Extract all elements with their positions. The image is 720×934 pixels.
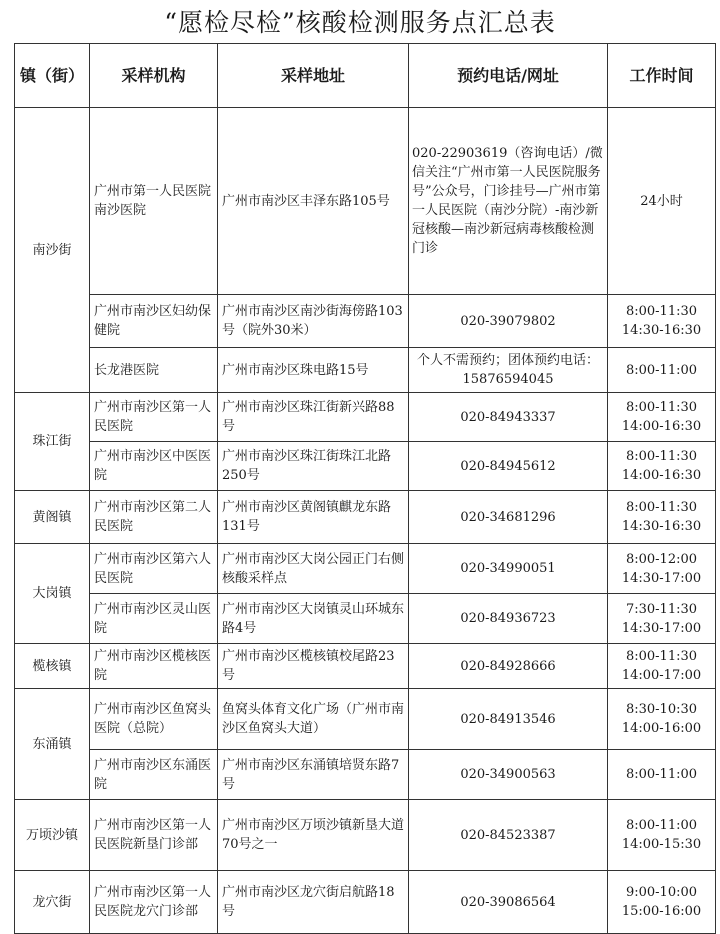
town-cell: 黄阁镇 [15, 491, 90, 544]
town-cell: 万顷沙镇 [15, 800, 90, 871]
table-body [15, 108, 716, 934]
institution-cell: 广州市南沙区第一人民医院新垦门诊部 [90, 800, 218, 871]
hours-cell [608, 750, 716, 800]
town-cell: 东涌镇 [15, 689, 90, 800]
institution-cell: 广州市南沙区第二人民医院 [90, 491, 218, 544]
hours-line: 8:30-10:30 [625, 702, 698, 717]
contact-cell: 020-84913546 [409, 689, 608, 750]
address-cell: 广州市南沙区大岗公园正门右侧核酸采样点 [218, 544, 409, 594]
document-title: “愿检尽检”核酸检测服务点汇总表 [164, 8, 556, 37]
institution-cell: 广州市南沙区第一人民医院龙穴门诊部 [90, 871, 218, 934]
hours-cell [608, 594, 716, 644]
hours-cell [608, 348, 716, 393]
table-row [15, 295, 716, 348]
hours-cell [608, 800, 716, 871]
address-cell: 广州市南沙区珠江街珠江北路250号 [218, 442, 409, 491]
institution-cell: 广州市南沙区鱼窝头医院（总院） [90, 689, 218, 750]
table-row [15, 108, 716, 295]
address-cell: 广州市南沙区榄核镇校尾路23号 [218, 644, 409, 689]
hours-line: 8:00-11:30 [625, 649, 698, 664]
header-address: 采样地址 [218, 44, 409, 108]
hours-cell [608, 491, 716, 544]
institution-cell: 广州市南沙区榄核医院 [90, 644, 218, 689]
table-header-row [15, 44, 716, 108]
institution-cell: 广州市第一人民医院南沙医院 [90, 108, 218, 295]
hours-line: 24小时 [640, 193, 683, 209]
town-cell: 南沙街 [15, 108, 90, 393]
hours-line: 15:00-16:00 [621, 904, 702, 919]
institution-cell: 长龙港医院 [90, 348, 218, 393]
hours-line: 8:00-11:30 [625, 400, 698, 415]
table-row [15, 750, 716, 800]
contact-cell: 020-39086564 [409, 871, 608, 934]
hours-cell [608, 393, 716, 442]
table-row [15, 393, 716, 442]
address-cell: 广州市南沙区万顷沙镇新垦大道70号之一 [218, 800, 409, 871]
hours-line: 14:00-16:30 [621, 419, 702, 434]
test-sites-table [14, 43, 716, 934]
table-row [15, 800, 716, 871]
header-town: 镇（街） [15, 44, 90, 108]
hours-line: 7:30-11:30 [625, 601, 698, 617]
address-cell: 广州市南沙区黄阁镇麒龙东路131号 [218, 491, 409, 544]
institution-cell: 广州市南沙区第六人民医院 [90, 544, 218, 594]
header-contact: 预约电话/网址 [409, 44, 608, 108]
contact-cell: 020-84928666 [409, 644, 608, 689]
town-cell: 大岗镇 [15, 544, 90, 644]
hours-line: 14:00-15:30 [621, 837, 702, 852]
hours-line: 14:00-16:00 [621, 721, 702, 736]
institution-cell: 广州市南沙区中医医院 [90, 442, 218, 491]
contact-cell: 020-84936723 [409, 594, 608, 644]
hours-line: 8:00-11:30 [625, 449, 698, 464]
contact-cell: 020-84943337 [409, 393, 608, 442]
hours-line: 14:30-17:00 [621, 570, 702, 586]
table-row [15, 644, 716, 689]
hours-line: 14:30-16:30 [621, 519, 702, 534]
hours-cell [608, 689, 716, 750]
table-row [15, 442, 716, 491]
hours-cell [608, 295, 716, 348]
address-cell: 广州市南沙区龙穴街启航路18号 [218, 871, 409, 934]
address-cell: 广州市南沙区大岗镇灵山环城东路4号 [218, 594, 409, 644]
hours-cell [608, 644, 716, 689]
table-row [15, 491, 716, 544]
hours-cell [608, 544, 716, 594]
town-cell: 榄核镇 [15, 644, 90, 689]
table-row [15, 348, 716, 393]
hours-line: 8:00-11:00 [625, 362, 698, 378]
institution-cell: 广州市南沙区灵山医院 [90, 594, 218, 644]
contact-cell: 020-34900563 [409, 750, 608, 800]
contact-cell: 020-84945612 [409, 442, 608, 491]
table-row [15, 689, 716, 750]
hours-line: 8:00-12:00 [625, 551, 698, 567]
institution-cell: 广州市南沙区东涌医院 [90, 750, 218, 800]
hours-line: 8:00-11:00 [625, 818, 698, 833]
hours-line: 8:00-11:00 [625, 767, 698, 782]
address-cell: 广州市南沙区东涌镇培贤东路7号 [218, 750, 409, 800]
contact-cell: 个人不需预约；团体预约电话：15876594045 [409, 348, 608, 393]
contact-cell: 020-84523387 [409, 800, 608, 871]
address-cell: 广州市南沙区南沙街海傍路103号（院外30米） [218, 295, 409, 348]
hours-line: 8:00-11:30 [625, 500, 698, 515]
contact-cell: 020-34990051 [409, 544, 608, 594]
town-cell: 珠江街 [15, 393, 90, 491]
address-cell: 广州市南沙区珠电路15号 [218, 348, 409, 393]
address-cell: 广州市南沙区丰泽东路105号 [218, 108, 409, 295]
header-institution: 采样机构 [90, 44, 218, 108]
hours-line: 9:00-10:00 [625, 885, 698, 900]
table-row [15, 871, 716, 934]
contact-cell: 020-34681296 [409, 491, 608, 544]
hours-cell [608, 108, 716, 295]
institution-cell: 广州市南沙区第一人民医院 [90, 393, 218, 442]
hours-line: 14:00-17:00 [621, 668, 702, 683]
hours-cell [608, 442, 716, 491]
address-cell: 鱼窝头体育文化广场（广州市南沙区鱼窝头大道） [218, 689, 409, 750]
hours-line: 8:00-11:30 [625, 304, 698, 319]
town-cell: 龙穴街 [15, 871, 90, 934]
address-cell: 广州市南沙区珠江街新兴路88号 [218, 393, 409, 442]
institution-cell: 广州市南沙区妇幼保健院 [90, 295, 218, 348]
hours-line: 14:00-16:30 [621, 468, 702, 483]
header-hours: 工作时间 [608, 44, 716, 108]
hours-line: 14:30-16:30 [621, 323, 702, 338]
contact-cell: 020-39079802 [409, 295, 608, 348]
hours-line: 14:30-17:00 [621, 620, 702, 636]
table-row [15, 544, 716, 594]
contact-cell: 020-22903619（咨询电话）/微信关注“广州市第一人民医院服务号”公众号，门诊挂号—广州市第一人民医院（南沙分院）-南沙新冠核酸—南沙新冠病毒核酸检测门诊 [409, 108, 608, 295]
table-row [15, 594, 716, 644]
hours-cell [608, 871, 716, 934]
